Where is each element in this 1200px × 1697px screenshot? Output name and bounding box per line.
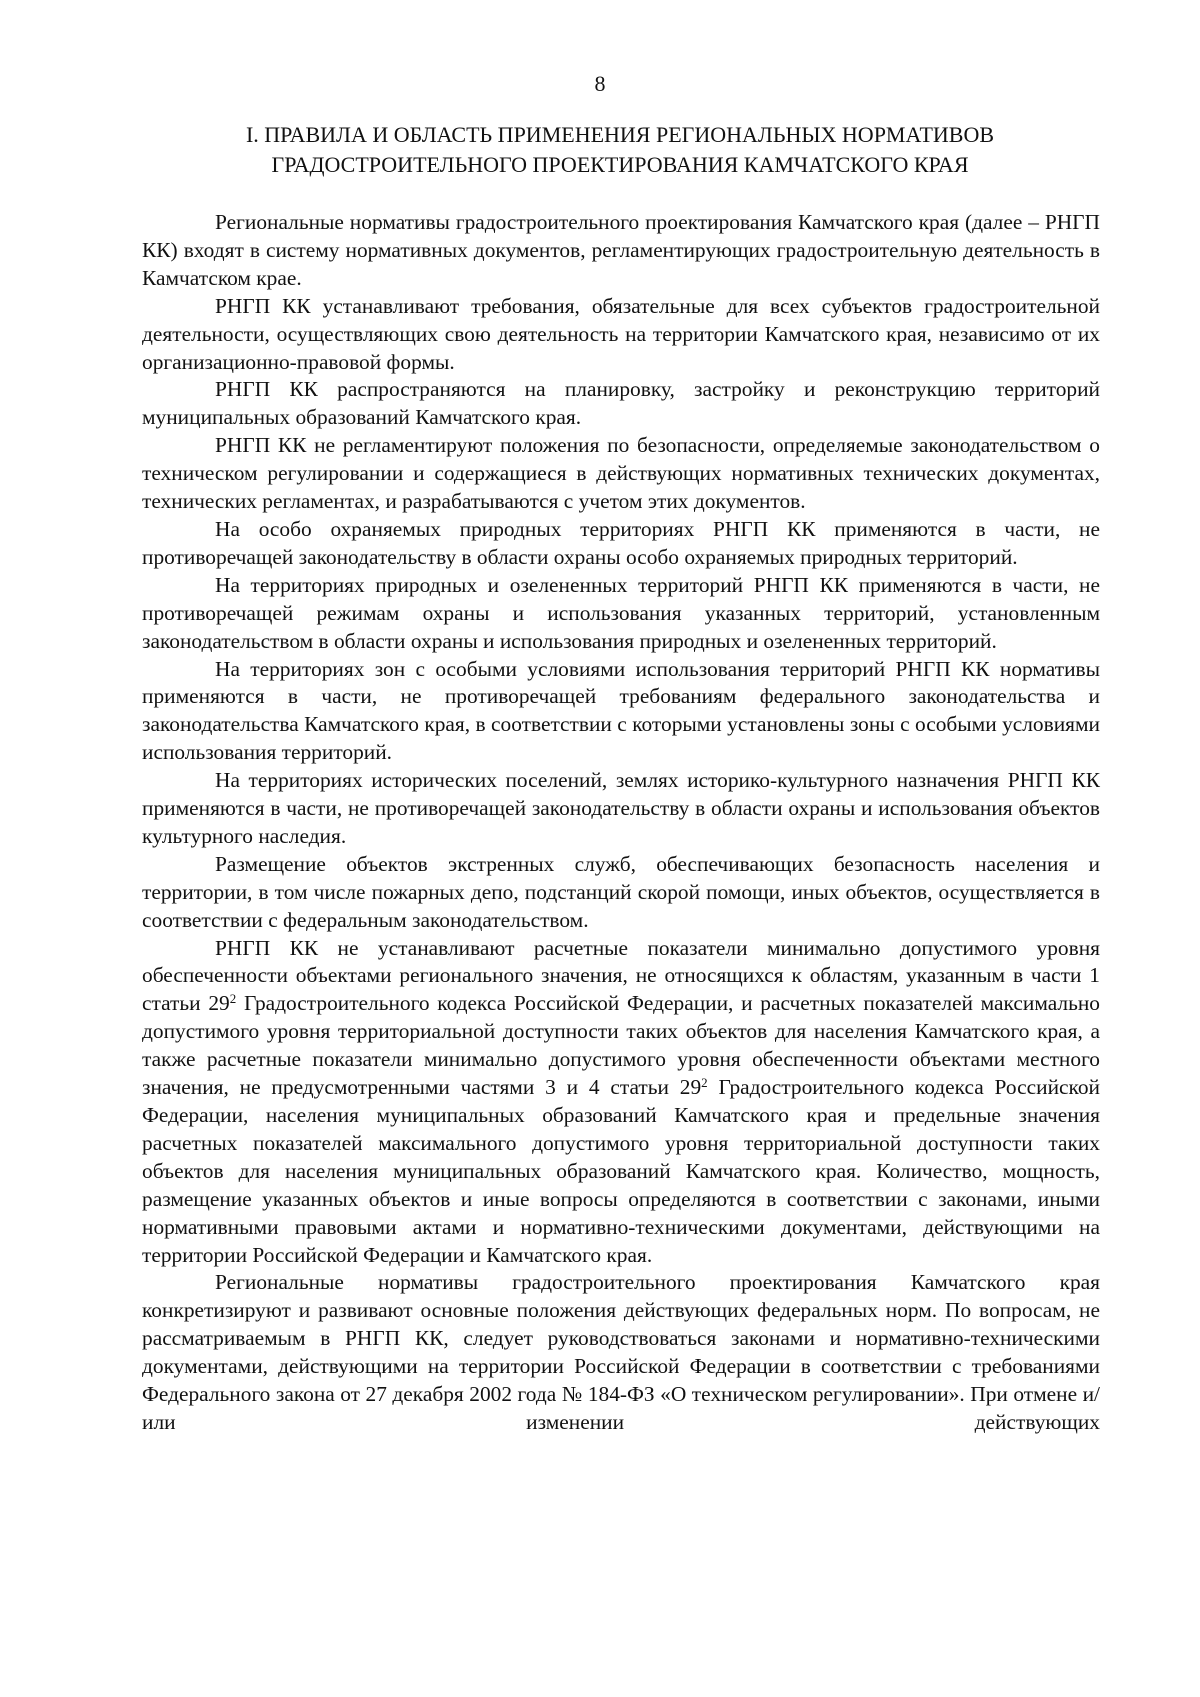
paragraph-7: На территориях зон с особыми условиями использования территорий РНГП КК нормативы применяются в части, не противоречащей требованиям федерального законодательства и законодательства Камчатского края, в соответствии с которыми установлены зоны с особыми условиями использования территорий. bbox=[142, 656, 1100, 765]
paragraph-11: Региональные нормативы градостроительного проектирования Камчатского края конкретизируют и развивают основные положения действующих федеральных норм. По вопросам, не рассматриваемым в РНГП КК, следует руководствоваться законами и нормативно-техническими документами, действующими на территории Российской Федерации в соответствии с требованиями Федерального закона от 27 декабря 2002 года № 184-ФЗ «О техническом регулировании». При отмене и/или изменении действующих bbox=[142, 1270, 1100, 1434]
paragraph-10-part-1: РНГП КК не устанавливают расчетные показатели минимально допустимого уровня обеспеченности объектами регионального значения, не относящихся к областям, указанным в части 1 статьи 29 bbox=[142, 935, 1100, 1016]
section-heading-line-1: I. ПРАВИЛА И ОБЛАСТЬ ПРИМЕНЕНИЯ РЕГИОНАЛЬНЫХ НОРМАТИВОВ bbox=[245, 122, 995, 147]
page-number: 8 bbox=[594, 71, 606, 96]
document-body bbox=[142, 209, 1100, 1437]
paragraph-3: РНГП КК распространяются на планировку, застройку и реконструкцию территорий муниципальных образований Камчатского края. bbox=[142, 377, 1100, 430]
paragraph-9: Размещение объектов экстренных служб, обеспечивающих безопасность населения и территории, в том числе пожарных депо, подстанций скорой помощи, иных объектов, осуществляется в соответствии с федеральным законодательством. bbox=[142, 851, 1100, 932]
paragraph-10-part-3: Градостроительного кодекса Российской Федерации, населения муниципальных образований Камчатского края и предельные значения расчетных показателей максимального допустимого уровня территориальной доступности таких объектов для населения муниципальных образований Камчатского края. Количество, мощность, размещение указанных объектов и иные вопросы определяются в соответствии с законами, иными нормативными правовыми актами и нормативно-техническими документами, действующими на территории Российской Федерации и Камчатского края. bbox=[142, 1075, 1100, 1267]
paragraph-1: Региональные нормативы градостроительного проектирования Камчатского края (далее – РНГП КК) входят в систему нормативных документов, регламентирующих градостроительную деятельность в Камчатском крае. bbox=[142, 210, 1100, 290]
paragraph-6: На территориях природных и озелененных территорий РНГП КК применяются в части, не противоречащей режимам охраны и использования указанных территорий, установленным законодательством в области охраны и использования природных и озелененных территорий. bbox=[142, 572, 1100, 653]
superscript-2: 2 bbox=[701, 1075, 708, 1091]
paragraph-10-part-2: Градостроительного кодекса Российской Федерации, и расчетных показателей максимально допустимого уровня территориальной доступности таких объектов для населения Камчатского края, а также расчетные показатели минимально допустимого уровня обеспеченности объектами местного значения, не предусмотренными частями 3 и 4 статьи 29 bbox=[142, 991, 1100, 1100]
section-heading-line-2: ГРАДОСТРОИТЕЛЬНОГО ПРОЕКТИРОВАНИЯ КАМЧАТСКОГО КРАЯ bbox=[271, 152, 969, 177]
superscript-1: 2 bbox=[229, 991, 237, 1007]
paragraph-8: На территориях исторических поселений, землях историко-культурного назначения РНГП КК применяются в части, не противоречащей законодательству в области охраны и использования объектов культурного наследия. bbox=[142, 768, 1100, 848]
paragraph-2: РНГП КК устанавливают требования, обязательные для всех субъектов градостроительной деятельности, осуществляющих свою деятельность на территории Камчатского края, независимо от их организационно-правовой формы. bbox=[142, 293, 1100, 374]
paragraph-4: РНГП КК не регламентируют положения по безопасности, определяемые законодательством о техническом регулировании и содержащиеся в действующих нормативных технических документах, технических регламентах, и разрабатываются с учетом этих документов. bbox=[142, 433, 1100, 514]
section-heading bbox=[140, 120, 1100, 180]
paragraph-10 bbox=[142, 935, 1100, 1270]
paragraph-5: На особо охраняемых природных территориях РНГП КК применяются в части, не противоречащей законодательству в области охраны особо охраняемых природных территорий. bbox=[142, 516, 1100, 569]
